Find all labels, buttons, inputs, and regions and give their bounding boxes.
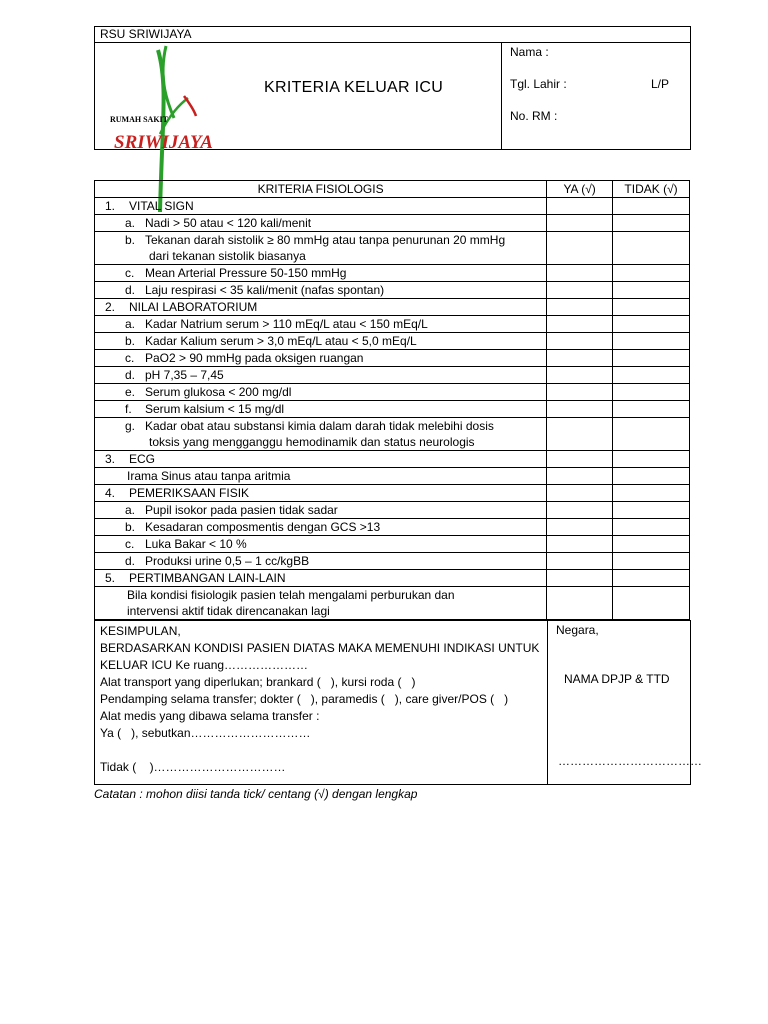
conclusion-line: Alat medis yang dibawa selama transfer : — [100, 709, 320, 723]
section-title: ECG — [129, 452, 156, 466]
table-row — [95, 536, 690, 553]
ya-checkbox-cell[interactable] — [547, 215, 613, 232]
criteria-cell — [95, 367, 547, 384]
item-letter: b. — [125, 334, 136, 348]
conclusion-line: BERDASARKAN KONDISI PASIEN DIATAS MAKA MEMENUHI INDIKASI UNTUK — [100, 641, 540, 655]
tidak-checkbox-cell[interactable] — [613, 299, 690, 316]
section-number: 2. — [105, 300, 116, 314]
criteria-line: dari tekanan sistolik biasanya — [149, 249, 306, 263]
conclusion-line: Alat transport yang diperlukan; brankard ( ), kursi roda ( ) — [100, 675, 416, 689]
criteria-line: intervensi aktif tidak direncanakan lagi — [127, 604, 330, 618]
criteria-cell — [95, 401, 547, 418]
item-letter: c. — [125, 537, 135, 551]
item-letter: d. — [125, 368, 136, 382]
criteria-line — [99, 367, 542, 383]
table-row — [95, 468, 690, 485]
criteria-line — [99, 316, 542, 332]
hospital-name: RSU SRIWIJAYA — [100, 27, 192, 41]
criteria-cell — [95, 485, 547, 502]
section-number: 3. — [105, 452, 116, 466]
ya-checkbox-cell[interactable] — [547, 485, 613, 502]
patient-name-label: Nama : — [510, 45, 549, 59]
item-text: Mean Arterial Pressure 50-150 mmHg — [145, 266, 347, 280]
ya-checkbox-cell[interactable] — [547, 451, 613, 468]
criteria-line — [99, 401, 542, 417]
item-letter: g. — [125, 419, 136, 433]
tidak-checkbox-cell[interactable] — [613, 502, 690, 519]
conclusion-vdivider — [547, 620, 548, 785]
tidak-checkbox-cell[interactable] — [613, 485, 690, 502]
table-row — [95, 587, 690, 620]
criteria-cell — [95, 536, 547, 553]
tidak-checkbox-cell[interactable] — [613, 265, 690, 282]
tidak-checkbox-cell[interactable] — [613, 553, 690, 570]
ya-checkbox-cell[interactable] — [547, 401, 613, 418]
item-letter: b. — [125, 233, 136, 247]
tidak-checkbox-cell[interactable] — [613, 282, 690, 299]
ya-checkbox-cell[interactable] — [547, 519, 613, 536]
table-row — [95, 570, 690, 587]
criteria-cell — [95, 418, 547, 451]
conclusion-line: Ya ( ), sebutkan………………………… — [100, 726, 311, 740]
table-row — [95, 198, 690, 215]
tidak-header: TIDAK (√) — [613, 181, 690, 198]
item-text: Pupil isokor pada pasien tidak sadar — [145, 503, 338, 517]
tidak-checkbox-cell[interactable] — [613, 384, 690, 401]
item-letter: f. — [125, 402, 132, 416]
table-row — [95, 401, 690, 418]
criteria-cell — [95, 553, 547, 570]
ya-checkbox-cell[interactable] — [547, 299, 613, 316]
criteria-cell — [95, 468, 547, 485]
table-row — [95, 418, 690, 451]
item-text: Kesadaran composmentis dengan GCS >13 — [145, 520, 381, 534]
ya-checkbox-cell[interactable] — [547, 536, 613, 553]
criteria-cell — [95, 316, 547, 333]
table-row — [95, 232, 690, 265]
criteria-line — [99, 265, 542, 281]
criteria-line: Bila kondisi fisiologik pasien telah mengalami perburukan dan — [127, 588, 455, 602]
ya-header: YA (√) — [547, 181, 613, 198]
header-vdivider — [501, 42, 502, 150]
ya-checkbox-cell[interactable] — [547, 384, 613, 401]
ya-checkbox-cell[interactable] — [547, 367, 613, 384]
conclusion-line: Pendamping selama transfer; dokter ( ), paramedis ( ), care giver/POS ( ) — [100, 692, 509, 706]
table-header-row — [95, 181, 690, 198]
criteria-cell — [95, 215, 547, 232]
section-title: PERTIMBANGAN LAIN-LAIN — [129, 571, 286, 585]
item-text: pH 7,35 – 7,45 — [145, 368, 224, 382]
table-row — [95, 215, 690, 232]
criteria-cell — [95, 350, 547, 367]
table-row — [95, 265, 690, 282]
table-row — [95, 485, 690, 502]
conclusion-line: KELUAR ICU Ke ruang………………… — [100, 658, 309, 672]
item-letter: a. — [125, 317, 136, 331]
header-divider — [94, 42, 691, 43]
item-letter: c. — [125, 351, 135, 365]
ya-checkbox-cell[interactable] — [547, 282, 613, 299]
table-row — [95, 553, 690, 570]
medical-record-label: No. RM : — [510, 109, 558, 123]
ya-checkbox-cell[interactable] — [547, 570, 613, 587]
table-row — [95, 519, 690, 536]
criteria-line — [99, 232, 542, 248]
conclusion-line: KESIMPULAN, — [100, 624, 181, 638]
ya-checkbox-cell[interactable] — [547, 418, 613, 451]
item-text: Luka Bakar < 10 % — [145, 537, 247, 551]
section-number: 5. — [105, 571, 116, 585]
item-text: PaO2 > 90 mmHg pada oksigen ruangan — [145, 351, 364, 365]
tidak-checkbox-cell[interactable] — [613, 367, 690, 384]
tidak-checkbox-cell[interactable] — [613, 350, 690, 367]
criteria-table — [94, 180, 690, 620]
table-row — [95, 367, 690, 384]
section-title: VITAL SIGN — [129, 199, 194, 213]
signature-line: ……………………………… — [558, 754, 702, 768]
tidak-checkbox-cell[interactable] — [613, 418, 690, 451]
birthdate-label: Tgl. Lahir : — [510, 77, 567, 91]
criteria-line — [99, 215, 542, 231]
tidak-checkbox-cell[interactable] — [613, 468, 690, 485]
criteria-cell — [95, 519, 547, 536]
ya-checkbox-cell[interactable] — [547, 198, 613, 215]
criteria-line — [99, 333, 542, 349]
criteria-line: Irama Sinus atau tanpa aritmia — [127, 469, 291, 483]
ya-checkbox-cell[interactable] — [547, 468, 613, 485]
place-label: Negara, — [556, 623, 599, 637]
conclusion-line — [100, 742, 539, 759]
ya-checkbox-cell[interactable] — [547, 316, 613, 333]
criteria-line — [99, 502, 542, 518]
logo-text-big: SRIWIJAYA — [114, 132, 213, 153]
conclusion-line: Tidak ( )…………………………… — [100, 760, 286, 774]
criteria-cell — [95, 333, 547, 350]
footnote: Catatan : mohon diisi tanda tick/ centang (√) dengan lengkap — [94, 787, 418, 801]
tidak-checkbox-cell[interactable] — [613, 451, 690, 468]
criteria-header: KRITERIA FISIOLOGIS — [95, 181, 547, 198]
item-text: Kadar Natrium serum > 110 mEq/L atau < 150 mEq/L — [145, 317, 428, 331]
conclusion-text — [100, 623, 539, 776]
criteria-cell — [95, 282, 547, 299]
tidak-checkbox-cell[interactable] — [613, 333, 690, 350]
tidak-checkbox-cell[interactable] — [613, 587, 690, 620]
criteria-line — [99, 418, 542, 434]
criteria-cell — [95, 502, 547, 519]
item-text: Tekanan darah sistolik ≥ 80 mmHg atau tanpa penurunan 20 mmHg — [145, 233, 506, 247]
gender-label: L/P — [651, 77, 670, 91]
item-text: Serum kalsium < 15 mg/dl — [145, 402, 285, 416]
section-title: PEMERIKSAAN FISIK — [129, 486, 250, 500]
table-row — [95, 451, 690, 468]
criteria-cell — [95, 384, 547, 401]
ya-checkbox-cell[interactable] — [547, 232, 613, 265]
criteria-line: toksis yang mengganggu hemodinamik dan status neurologis — [149, 435, 475, 449]
table-row — [95, 333, 690, 350]
item-text: Nadi > 50 atau < 120 kali/menit — [145, 216, 312, 230]
item-letter: e. — [125, 385, 136, 399]
tidak-checkbox-cell[interactable] — [613, 519, 690, 536]
criteria-cell — [95, 265, 547, 282]
table-row — [95, 502, 690, 519]
form-title: KRITERIA KELUAR ICU — [264, 79, 444, 96]
signature-label: NAMA DPJP & TTD — [564, 672, 670, 686]
table-row — [95, 350, 690, 367]
tidak-checkbox-cell[interactable] — [613, 536, 690, 553]
tidak-checkbox-cell[interactable] — [613, 215, 690, 232]
criteria-cell — [95, 570, 547, 587]
criteria-cell — [95, 451, 547, 468]
ya-checkbox-cell[interactable] — [547, 350, 613, 367]
item-text: Produksi urine 0,5 – 1 cc/kgBB — [145, 554, 310, 568]
tidak-checkbox-cell[interactable] — [613, 232, 690, 265]
tidak-checkbox-cell[interactable] — [613, 198, 690, 215]
table-row — [95, 282, 690, 299]
item-letter: c. — [125, 266, 135, 280]
criteria-line — [99, 536, 542, 552]
ya-checkbox-cell[interactable] — [547, 553, 613, 570]
criteria-line — [99, 282, 542, 298]
tidak-checkbox-cell[interactable] — [613, 570, 690, 587]
logo-text-small: RUMAH SAKIT — [110, 115, 169, 124]
item-letter: a. — [125, 216, 136, 230]
item-text: Kadar obat atau substansi kimia dalam darah tidak melebihi dosis — [145, 419, 494, 433]
section-number: 4. — [105, 486, 116, 500]
item-text: Kadar Kalium serum > 3,0 mEq/L atau < 5,0 mEq/L — [145, 334, 417, 348]
table-row — [95, 299, 690, 316]
criteria-line — [99, 519, 542, 535]
item-text: Laju respirasi < 35 kali/menit (nafas spontan) — [145, 283, 385, 297]
tidak-checkbox-cell[interactable] — [613, 316, 690, 333]
item-letter: a. — [125, 503, 136, 517]
item-letter: d. — [125, 283, 136, 297]
ya-checkbox-cell[interactable] — [547, 265, 613, 282]
section-number: 1. — [105, 199, 116, 213]
ya-checkbox-cell[interactable] — [547, 502, 613, 519]
criteria-cell — [95, 587, 547, 620]
criteria-cell — [95, 198, 547, 215]
table-row — [95, 316, 690, 333]
criteria-cell — [95, 232, 547, 265]
criteria-line — [99, 350, 542, 366]
ya-checkbox-cell[interactable] — [547, 333, 613, 350]
item-letter: d. — [125, 554, 136, 568]
tidak-checkbox-cell[interactable] — [613, 401, 690, 418]
section-title: NILAI LABORATORIUM — [129, 300, 258, 314]
item-text: Serum glukosa < 200 mg/dl — [145, 385, 292, 399]
ya-checkbox-cell[interactable] — [547, 587, 613, 620]
criteria-line — [99, 384, 542, 400]
criteria-cell — [95, 299, 547, 316]
item-letter: b. — [125, 520, 136, 534]
table-row — [95, 384, 690, 401]
criteria-line — [99, 553, 542, 569]
